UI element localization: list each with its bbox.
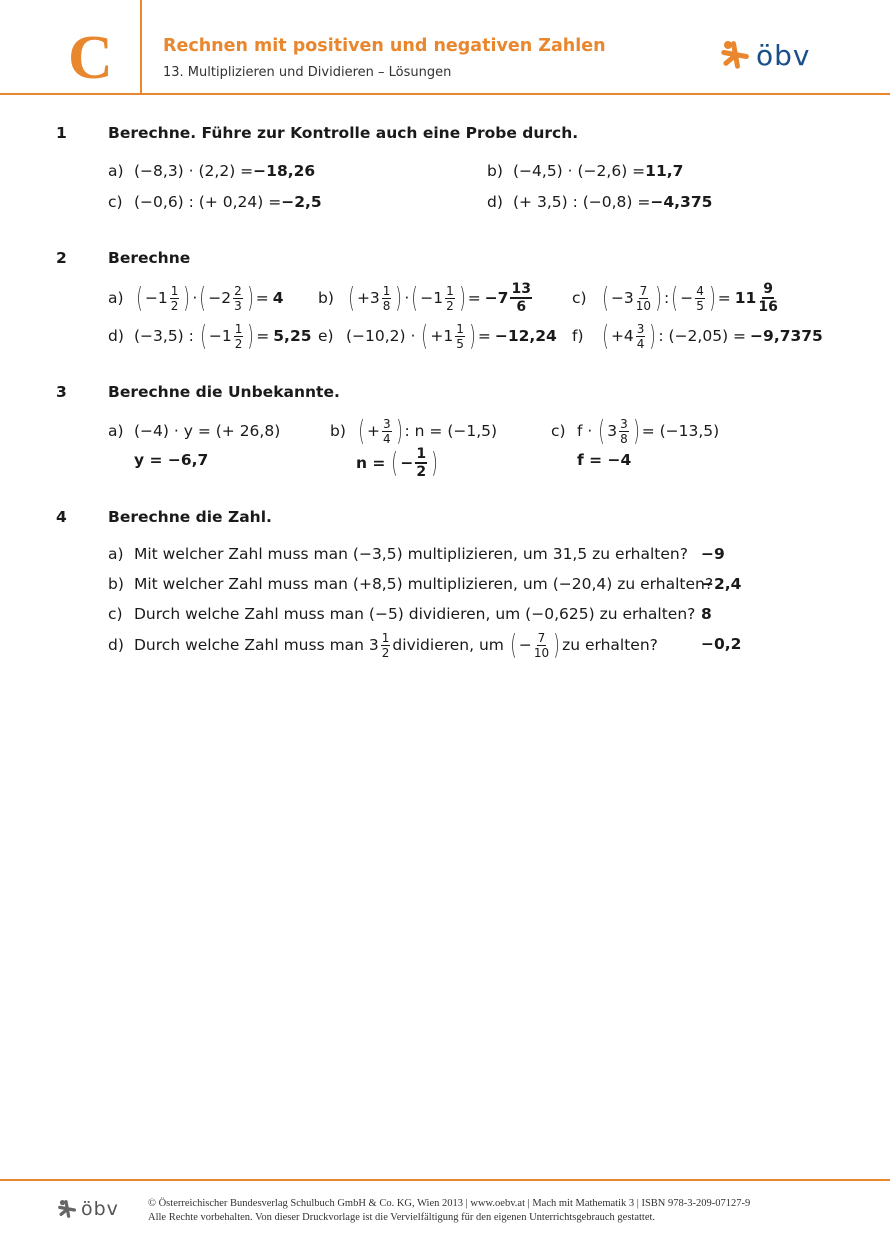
result-fraction: $\frac{13}{6}$ [511,281,531,315]
result: 11,7 [645,162,684,180]
item-label: f) [572,327,584,345]
footer-line-1: © Österreichischer Bundesverlag Schulbuch GmbH & Co. KG, Wien 2013 | www.oebv.at | Mach mit Mathematik 3 | ISBN 978-3-209-07127-9 [148,1198,751,1209]
question: Durch welche Zahl muss man (−5) dividieren, um (−0,625) zu erhalten? [134,605,696,623]
task2-f: f) ( +4 $\frac{3}{4}$ ) : (−2,05) = −9,7375 [572,319,823,352]
expression: (−8,3) · (2,2) = [134,162,254,180]
task2-number: 2 [56,249,67,267]
header-divider-horizontal [0,93,890,95]
task2-e: e) (−10,2) · ( +1 $\frac{1}{5}$ ) = −12,24 [318,319,557,352]
task2-b: b) ( +3 $\frac{1}{8}$ ) · ( −1 $\frac{1}{2}$ ) = −7 $\frac{13}{6}$ [318,281,531,315]
whole: +4 [610,327,634,345]
task2-c: c) ( −3 $\frac{7}{10}$ ) : ( − $\frac{4}{5}$ ) = 11 $\frac{9}{16}$ [572,281,778,315]
task3-heading: Berechne die Unbekannte. [108,383,340,401]
expression: (−3,5) : [134,327,194,345]
expression: (−4,5) · (−2,6) = [513,162,646,180]
task4-a-result [701,545,725,563]
whole: −3 [610,289,634,307]
task4-c [108,605,695,623]
item-label: a) [108,545,124,563]
fraction: $\frac{7}{10}$ [533,630,550,660]
result: 4 [272,289,284,307]
item-label: c) [551,422,566,440]
question-part: dividieren, um [392,636,504,654]
item-label: e) [318,327,334,345]
result: −12,24 [494,327,557,345]
result: −18,26 [253,162,316,180]
item-label: d) [108,636,124,654]
task3-b: b) ( + $\frac{3}{4}$ ) : n = (−1,5) [330,414,498,447]
expression: : n = (−1,5) [404,422,498,440]
task1-heading: Berechne. Führe zur Kontrolle auch eine Probe durch. [108,124,579,142]
expression: (−10,2) · [346,327,416,345]
item-label: c) [572,289,587,307]
task4-a [108,545,688,563]
whole: +1 [430,327,454,345]
fraction: $\frac{7}{10}$ [635,283,652,313]
operator: : [664,289,670,307]
item-label: b) [318,289,334,307]
task4-b-result [701,575,741,593]
question: Mit welcher Zahl muss man (−3,5) multiplizieren, um 31,5 zu erhalten? [134,545,688,563]
footer-logo [56,1198,119,1220]
task1-a [108,162,315,180]
expression: = (−13,5) [641,422,720,440]
task3-c: c) f · ( 3 $\frac{3}{8}$ ) = (−13,5) [551,414,720,447]
result: y = −6,7 [134,451,209,469]
item-label: a) [108,422,124,440]
task3-b-result: n = ( − $\frac{1}{2}$ ) [356,446,438,480]
question-part: zu erhalten? [562,636,658,654]
result-whole: 11 [734,289,757,307]
item-label: c) [108,605,123,623]
operator: · [192,289,198,307]
chapter-letter: C [68,24,113,92]
result: −2,4 [701,575,742,593]
result: −2,5 [281,193,322,211]
whole: −2 [208,289,232,307]
task3-c-result [577,451,631,469]
result-whole: −7 [484,289,509,307]
question: Mit welcher Zahl muss man (+8,5) multiplizieren, um (−20,4) zu erhalten? [134,575,714,593]
footer-divider [0,1179,890,1181]
result: f = −4 [577,451,632,469]
fraction: $\frac{1}{8}$ [382,283,391,313]
whole: − [518,636,532,654]
task4-b [108,575,713,593]
task4-number: 4 [56,508,67,526]
logo-text: öbv [756,38,811,72]
result: 5,25 [273,327,312,345]
whole: − [680,289,694,307]
item-label: c) [108,193,123,211]
result-fraction: $\frac{9}{16}$ [758,281,778,315]
result: −9,7375 [750,327,823,345]
oebv-star-icon [56,1198,78,1220]
whole: −1 [144,289,168,307]
result: −0,2 [701,635,742,653]
expression: f · [577,422,593,440]
task4-c-result [701,605,712,623]
task1-d [487,193,712,211]
whole: −1 [208,327,232,345]
result: −4,375 [650,193,713,211]
result-sign: − [400,454,414,472]
footer-line-2: Alle Rechte vorbehalten. Von dieser Druckvorlage ist die Vervielfältigung für den eigenen Unterrichtsgebrauch gestattet. [148,1212,656,1223]
item-label: a) [108,289,124,307]
fraction: $\frac{3}{4}$ [636,321,645,351]
item-label: b) [330,422,346,440]
fraction: $\frac{1}{2}$ [234,321,243,351]
whole: −1 [420,289,444,307]
task4-heading: Berechne die Zahl. [108,508,272,526]
fraction: $\frac{3}{8}$ [620,416,628,446]
fraction: $\frac{1}{2}$ [170,283,179,313]
result-prefix: n = [356,454,386,472]
task1-number: 1 [56,124,67,142]
fraction: $\frac{4}{5}$ [696,283,704,313]
task4-d: d) Durch welche Zahl muss man 3 $\frac{1}{2}$ dividieren, um ( − $\frac{7}{10}$ ) zu erhalten? [108,628,658,661]
publisher-logo [718,38,810,72]
footer-copyright [148,1197,750,1225]
result: 8 [701,605,712,623]
task1-b [487,162,683,180]
task3-a-result [134,451,208,469]
whole: + [366,422,380,440]
expression: : (−2,05) = [658,327,747,345]
task1-c [108,193,322,211]
operator: · [404,289,410,307]
header-divider-vertical [140,0,142,94]
fraction: $\frac{2}{3}$ [234,283,242,313]
item-label: b) [487,162,503,180]
fraction: $\frac{1}{2}$ [381,630,390,660]
result: −9 [701,545,725,563]
logo-text: öbv [81,1198,119,1220]
item-label: d) [487,193,503,211]
fraction: $\frac{1}{2}$ [446,283,454,313]
task4-d-result [701,635,741,653]
page-title: Rechnen mit positiven und negativen Zahlen [163,36,606,56]
expression: (−4) · y = (+ 26,8) [134,422,281,440]
expression: (−0,6) : (+ 0,24) = [134,193,282,211]
item-label: a) [108,162,124,180]
task2-d: d) (−3,5) : ( −1 $\frac{1}{2}$ ) = 5,25 [108,319,312,352]
whole: +3 [356,289,380,307]
fraction: $\frac{3}{4}$ [382,416,391,446]
task3-number: 3 [56,383,67,401]
fraction: $\frac{1}{5}$ [456,321,464,351]
task2-a: a) ( −1 $\frac{1}{2}$ ) · ( −2 $\frac{2}{3}$ ) = 4 [108,281,284,314]
question-part: Durch welche Zahl muss man 3 [134,636,379,654]
expression: (+ 3,5) : (−0,8) = [513,193,651,211]
page-subtitle: 13. Multiplizieren und Dividieren – Lösungen [163,65,452,80]
oebv-star-icon [718,38,752,72]
item-label: d) [108,327,124,345]
item-label: b) [108,575,124,593]
task3-a [108,416,280,446]
task2-heading: Berechne [108,249,191,267]
result-fraction: $\frac{1}{2}$ [416,446,427,480]
whole: 3 [607,422,618,440]
